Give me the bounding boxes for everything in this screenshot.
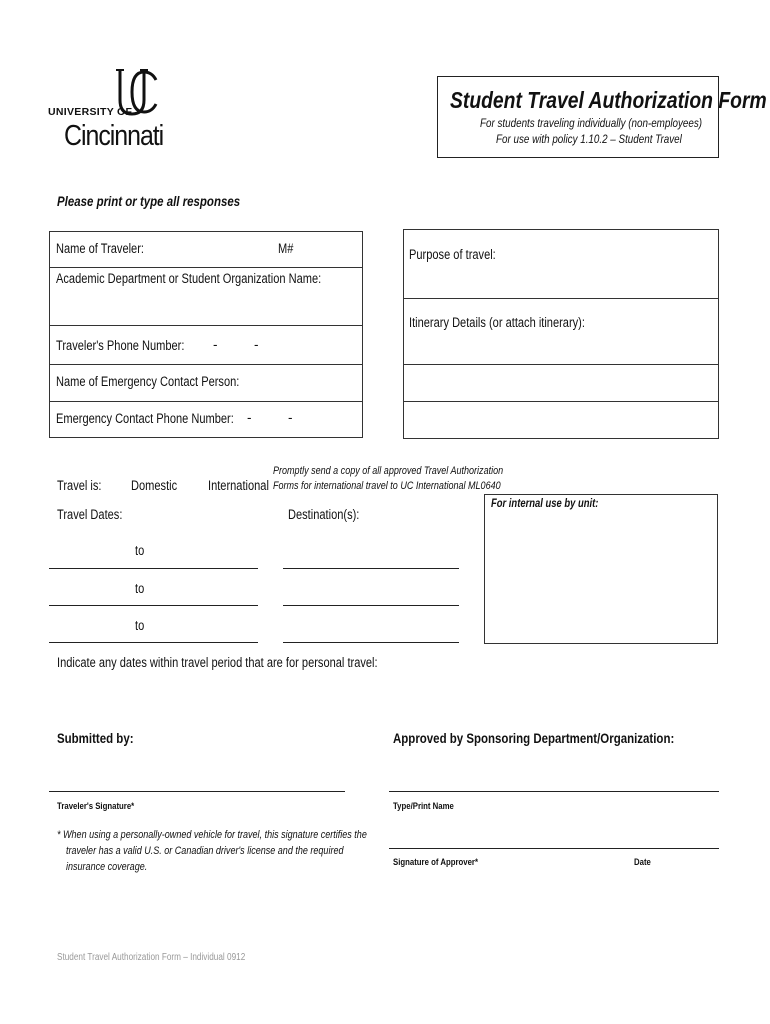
signature-of-approver-label: Signature of Approver* bbox=[393, 857, 478, 868]
travel-date-line-3[interactable] bbox=[49, 642, 258, 643]
vehicle-footnote-line-2: traveler has a valid U.S. or Canadian driver's license and the required bbox=[66, 845, 344, 857]
travel-date-line-1[interactable] bbox=[49, 568, 258, 569]
international-notice-line-1: Promptly send a copy of all approved Travel Authorization bbox=[273, 465, 504, 477]
form-footer: Student Travel Authorization Form – Individual 0912 bbox=[57, 952, 246, 963]
type-print-name-line[interactable] bbox=[389, 791, 719, 792]
domestic-option[interactable]: Domestic bbox=[131, 478, 178, 493]
purpose-info-box bbox=[403, 229, 719, 439]
itinerary-details-field[interactable] bbox=[404, 298, 718, 365]
destinations-label: Destination(s): bbox=[288, 507, 360, 522]
academic-department-label: Academic Department or Student Organization Name: bbox=[56, 271, 322, 286]
form-title: Student Travel Authorization Form bbox=[450, 87, 767, 113]
destination-line-2[interactable] bbox=[283, 605, 459, 606]
form-subtitle-1: For students traveling individually (non-employees) bbox=[480, 116, 703, 130]
submitted-by-label: Submitted by: bbox=[57, 730, 134, 746]
travel-dates-label: Travel Dates: bbox=[57, 507, 123, 522]
traveler-info-box bbox=[49, 231, 363, 438]
international-notice-line-2: Forms for international travel to UC International ML0640 bbox=[273, 480, 501, 492]
title-box bbox=[437, 76, 767, 158]
emergency-contact-phone-field[interactable] bbox=[50, 401, 362, 437]
emergency-contact-person-label: Name of Emergency Contact Person: bbox=[56, 374, 240, 389]
phone-number-field[interactable] bbox=[50, 325, 362, 365]
destination-line-1[interactable] bbox=[283, 568, 459, 569]
phone-separator-1: - bbox=[213, 337, 218, 352]
internal-use-label: For internal use by unit: bbox=[491, 498, 599, 510]
travelers-signature-label: Traveler's Signature* bbox=[57, 801, 135, 812]
m-number-label: M# bbox=[278, 241, 294, 256]
university-logo bbox=[48, 66, 168, 156]
approver-signature-line[interactable] bbox=[389, 848, 719, 849]
emergency-contact-person-field[interactable] bbox=[50, 364, 362, 402]
international-option[interactable]: International bbox=[208, 478, 269, 493]
traveler-name-field[interactable] bbox=[50, 232, 362, 268]
purpose-of-travel-label: Purpose of travel: bbox=[409, 247, 496, 262]
type-print-name-label: Type/Print Name bbox=[393, 801, 454, 812]
logo-university-of: UNIVERSITY OF bbox=[48, 106, 133, 118]
date-to-label-3: to bbox=[135, 618, 145, 633]
purpose-of-travel-field[interactable] bbox=[404, 230, 718, 299]
itinerary-details-label: Itinerary Details (or attach itinerary): bbox=[409, 315, 585, 330]
itinerary-extra-field-2[interactable] bbox=[404, 401, 718, 438]
logo-cincinnati: Cincinnati bbox=[64, 120, 164, 152]
internal-use-box[interactable] bbox=[484, 494, 718, 644]
form-subtitle-2: For use with policy 1.10.2 – Student Travel bbox=[496, 132, 682, 146]
travel-date-line-2[interactable] bbox=[49, 605, 258, 606]
traveler-name-label: Name of Traveler: bbox=[56, 241, 144, 256]
emergency-separator-2: - bbox=[288, 410, 293, 425]
itinerary-extra-field-1[interactable] bbox=[404, 364, 718, 402]
emergency-separator-1: - bbox=[247, 410, 252, 425]
approved-by-label: Approved by Sponsoring Department/Organization: bbox=[393, 730, 675, 746]
vehicle-footnote-line-3: insurance coverage. bbox=[66, 861, 148, 873]
date-label: Date bbox=[634, 857, 651, 868]
date-to-label-1: to bbox=[135, 543, 145, 558]
academic-department-field[interactable] bbox=[50, 267, 362, 326]
phone-number-label: Traveler's Phone Number: bbox=[56, 338, 185, 353]
personal-travel-label: Indicate any dates within travel period that are for personal travel: bbox=[57, 655, 378, 670]
phone-separator-2: - bbox=[254, 337, 259, 352]
vehicle-footnote-line-1: * When using a personally-owned vehicle for travel, this signature certifies the bbox=[57, 829, 367, 841]
travel-is-label: Travel is: bbox=[57, 478, 102, 493]
instruction-text: Please print or type all responses bbox=[57, 193, 241, 209]
traveler-signature-line[interactable] bbox=[49, 791, 345, 792]
destination-line-3[interactable] bbox=[283, 642, 459, 643]
date-to-label-2: to bbox=[135, 581, 145, 596]
emergency-contact-phone-label: Emergency Contact Phone Number: bbox=[56, 411, 234, 426]
